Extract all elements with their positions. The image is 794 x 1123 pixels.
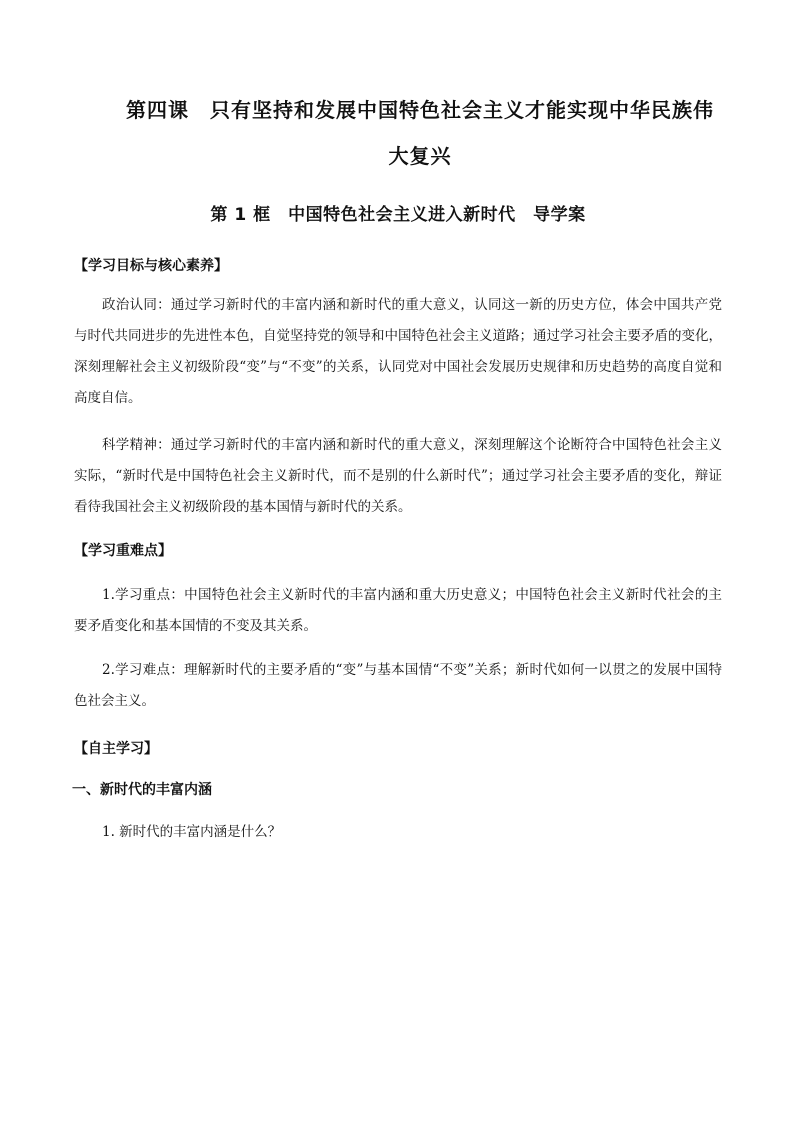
self-study-heading: 【自主学习】 [74, 741, 158, 757]
scientific-spirit-paragraph: 科学精神：通过学习新时代的丰富内涵和新时代的重大意义，深刻理解这个论断符合中国特色社会主义实际，“新时代是中国特色社会主义新时代，而不是别的什么新时代”；通过学习社会主要矛盾的变化，辩证看待我国社会主义初级阶段的基本国情与新时代的关系。 [74, 437, 722, 515]
key-points-heading: 【学习重难点】 [74, 543, 172, 559]
question-1: 1. 新时代的丰富内涵是什么？ [102, 824, 282, 840]
study-focus-paragraph: 1.学习重点：中国特色社会主义新时代的丰富内涵和重大历史意义；中国特色社会主义新时代社会的主要矛盾变化和基本国情的不变及其关系。 [74, 587, 722, 634]
objectives-heading: 【学习目标与核心素养】 [74, 258, 228, 274]
lesson-title-line2: 大复兴 [388, 144, 452, 168]
lesson-title-line1: 第四课 只有坚持和发展中国特色社会主义才能实现中华民族伟 [126, 98, 714, 122]
part1-heading: 一、新时代的丰富内涵 [72, 782, 212, 798]
political-identity-paragraph: 政治认同：通过学习新时代的丰富内涵和新时代的重大意义，认同这一新的历史方位，体会中国共产党与时代共同进步的先进性本色，自觉坚持党的领导和中国特色社会主义道路；通过学习社会主要矛盾的变化，深刻理解社会主义初级阶段“变”与“不变”的关系，认同党对中国社会发展历史规律和历史趋势的高度自觉和高度自信。 [74, 297, 722, 406]
study-difficulty-paragraph: 2.学习难点：理解新时代的主要矛盾的“变”与基本国情“不变”关系；新时代如何一以贯之的发展中国特色社会主义。 [74, 662, 722, 709]
section-title: 第 1 框 中国特色社会主义进入新时代 导学案 [210, 205, 586, 225]
